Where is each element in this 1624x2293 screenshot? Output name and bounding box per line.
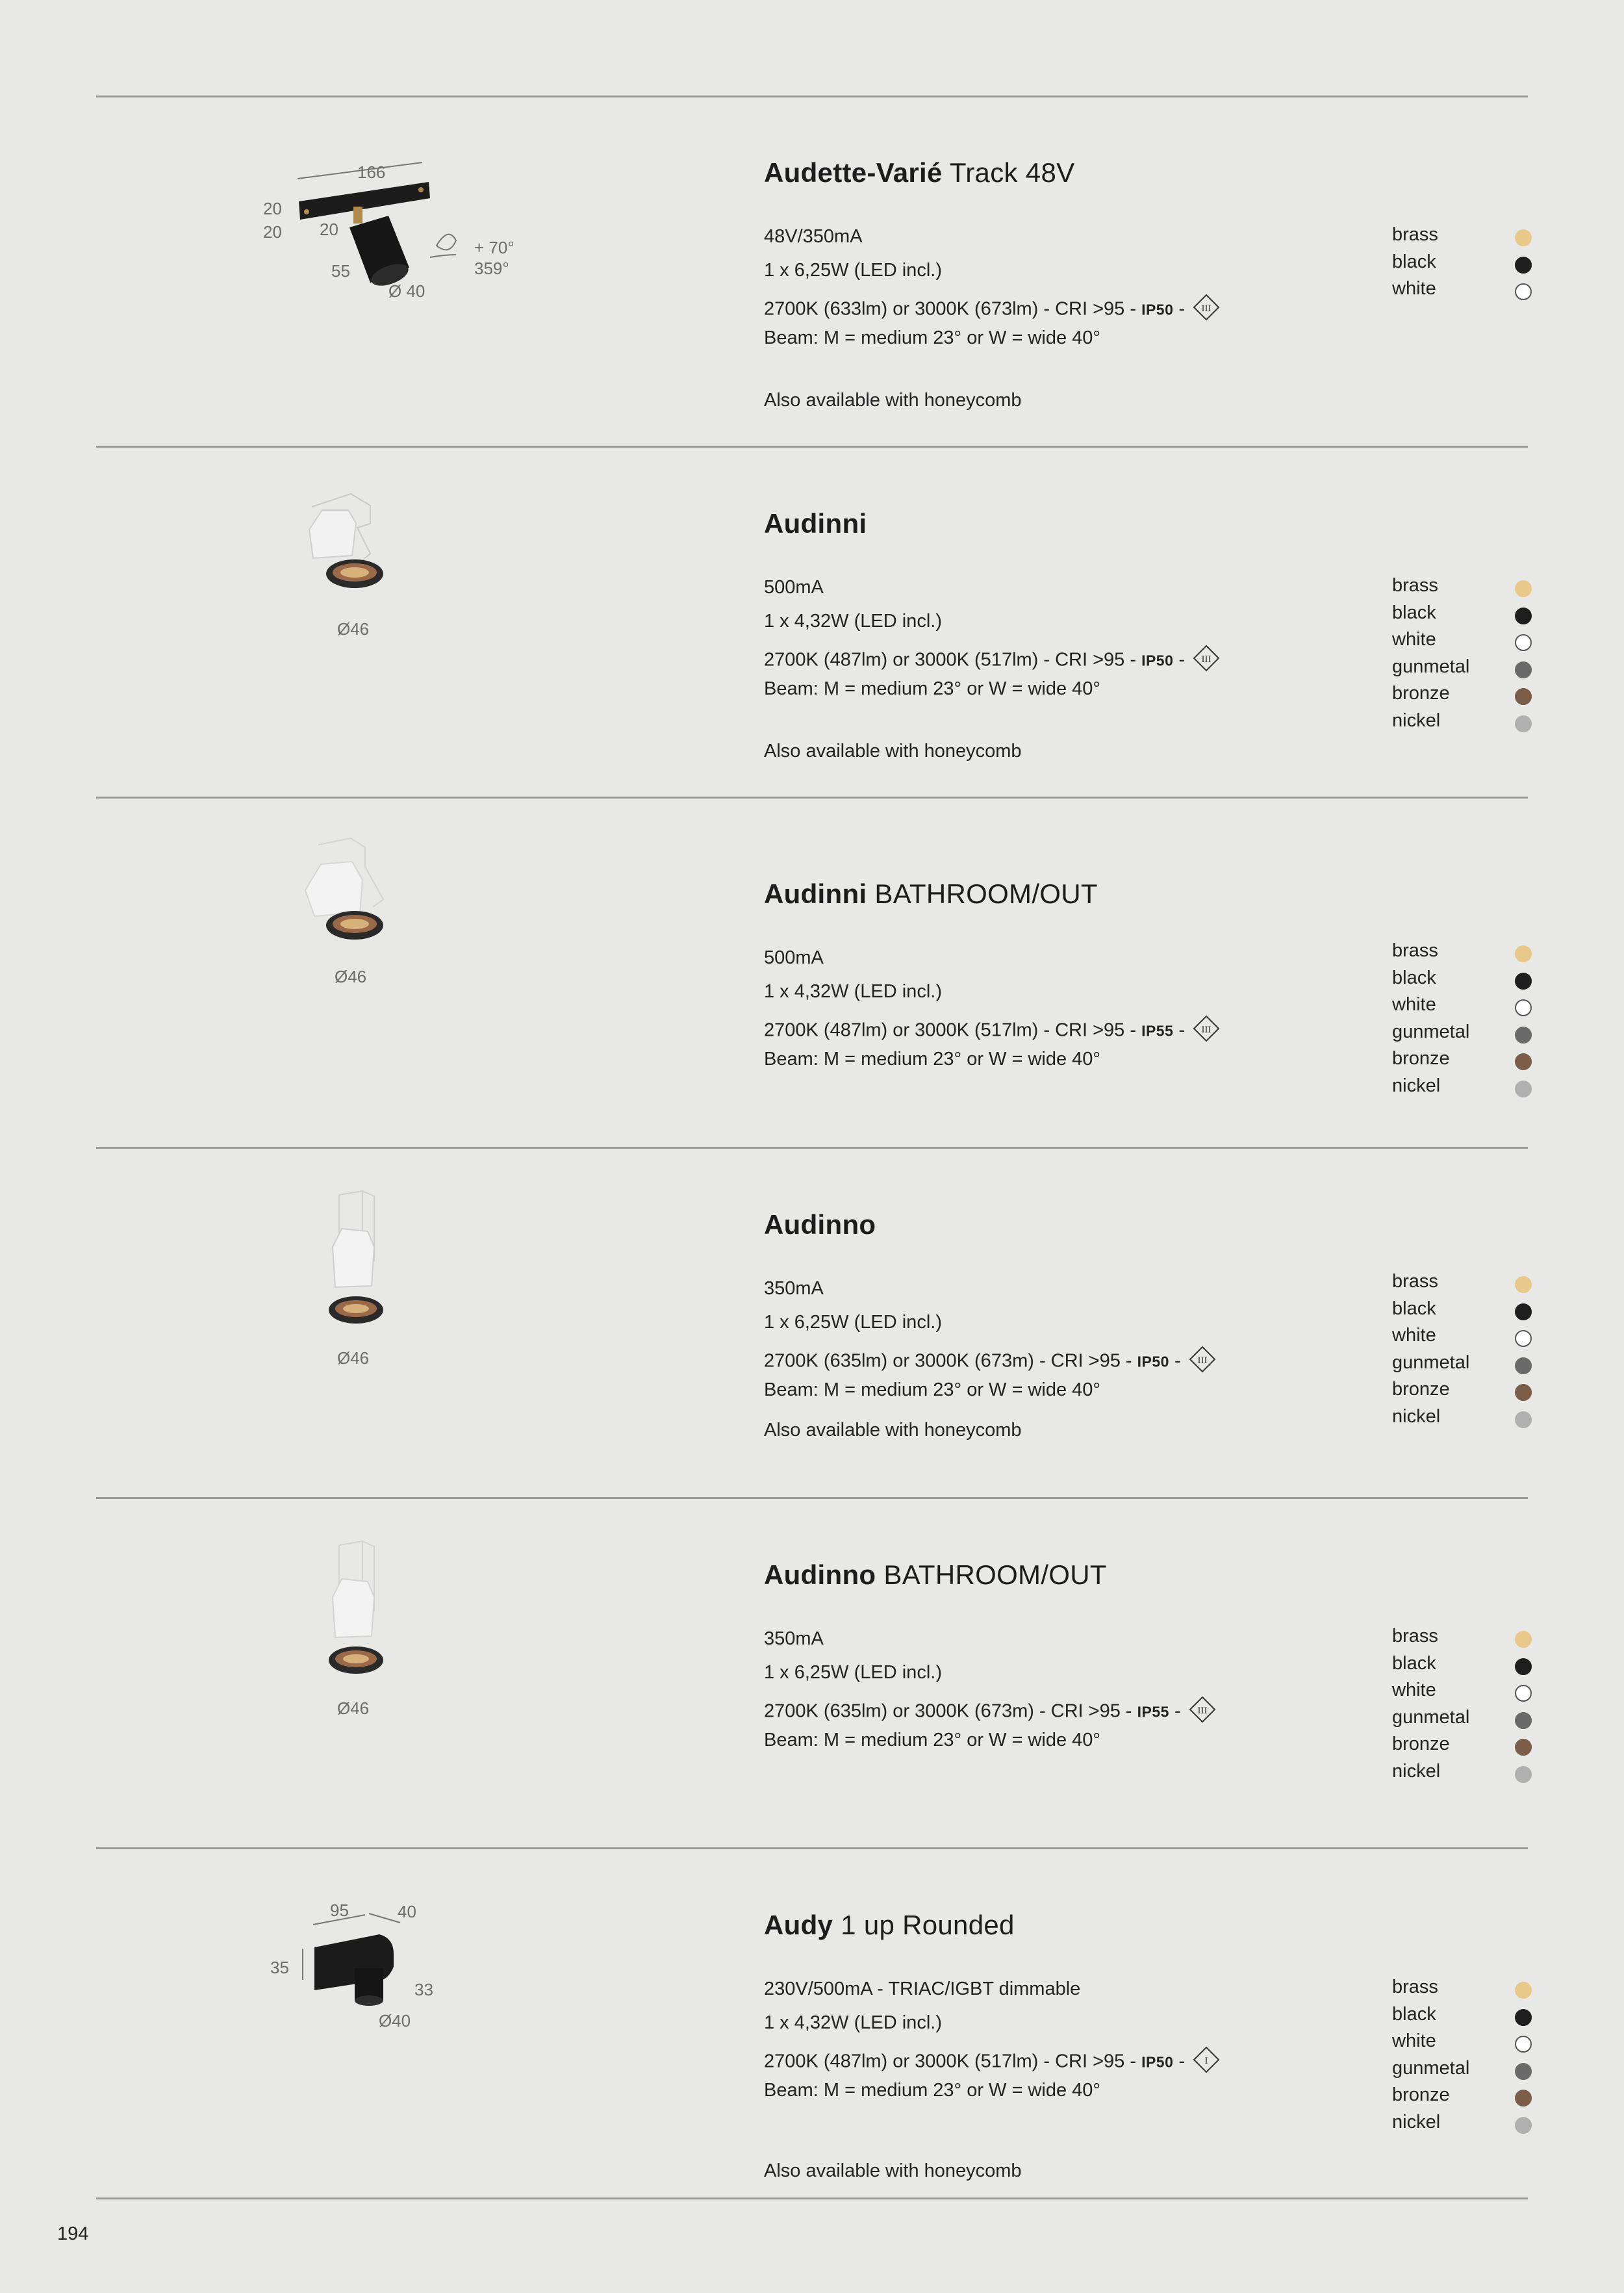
finish-label: black <box>1392 1652 1436 1674</box>
color-swatch <box>1515 1053 1532 1070</box>
finish-item-black <box>1392 1298 1532 1326</box>
finish-item-white <box>1392 994 1532 1021</box>
spec-line-with-ip: 2700K (635lm) or 3000K (673m) - CRI >95 - IP55 - III <box>764 1696 1216 1728</box>
color-swatch <box>1515 1982 1532 1999</box>
color-swatch <box>1515 2117 1532 2134</box>
finish-label: brass <box>1392 1626 1438 1646</box>
dim-tilt: + 70° <box>474 238 514 257</box>
spec-line: 350mA <box>764 1278 824 1299</box>
color-swatch <box>1515 1384 1532 1401</box>
product-note: Also available with honeycomb <box>764 2160 1022 2181</box>
finish-item-gunmetal <box>1392 1352 1532 1379</box>
spec-line-with-ip: 2700K (487lm) or 3000K (517lm) - CRI >95 - IP50 - I <box>764 2046 1220 2079</box>
color-swatch <box>1515 283 1532 300</box>
product-audette-varie <box>0 97 1624 446</box>
color-swatch <box>1515 2063 1532 2080</box>
color-swatch <box>1515 715 1532 732</box>
finish-item-bronze <box>1392 2084 1532 2112</box>
spec-line: 1 x 4,32W (LED incl.) <box>764 2012 942 2033</box>
spec-line: 1 x 4,32W (LED incl.) <box>764 981 942 1002</box>
finish-item-white <box>1392 1680 1532 1707</box>
protection-class-icon <box>1189 1696 1216 1728</box>
color-swatch <box>1515 229 1532 246</box>
finish-list <box>1392 940 1532 1102</box>
color-swatch <box>1515 257 1532 274</box>
finish-label: gunmetal <box>1392 656 1470 677</box>
finish-label: brass <box>1392 940 1438 961</box>
spec-line: 1 x 4,32W (LED incl.) <box>764 611 942 632</box>
color-swatch <box>1515 1027 1532 1044</box>
dim-height-3: 20 <box>320 220 338 239</box>
protection-class-icon <box>1193 294 1220 326</box>
dim-height-1: 20 <box>263 199 282 218</box>
color-swatch <box>1515 999 1532 1016</box>
svg-text:III: III <box>1197 1706 1208 1716</box>
divider-line <box>96 797 1528 799</box>
product-audinni <box>0 448 1624 797</box>
svg-text:III: III <box>1197 1355 1208 1366</box>
spec-line: 1 x 6,25W (LED incl.) <box>764 1312 942 1333</box>
spec-line-with-ip: 2700K (633lm) or 3000K (673lm) - CRI >95 - IP50 - III <box>764 294 1220 326</box>
finish-item-nickel <box>1392 1075 1532 1103</box>
product-title: Audinni BATHROOM/OUT <box>764 878 1098 909</box>
finish-item-bronze <box>1392 1048 1532 1075</box>
finish-label: nickel <box>1392 1075 1441 1096</box>
finish-item-black <box>1392 602 1532 630</box>
spec-line: 1 x 6,25W (LED incl.) <box>764 1662 942 1683</box>
color-swatch <box>1515 580 1532 597</box>
finish-label: bronze <box>1392 2084 1450 2105</box>
finish-label: brass <box>1392 575 1438 596</box>
product-drawing <box>195 448 559 797</box>
product-drawing <box>195 799 559 1147</box>
dim-diameter: Ø46 <box>337 619 370 639</box>
finish-item-gunmetal <box>1392 656 1532 684</box>
finish-label: brass <box>1392 1977 1438 1997</box>
dim-diameter: Ø 40 <box>388 281 425 301</box>
page-number: 194 <box>57 2223 89 2244</box>
color-swatch <box>1515 1276 1532 1293</box>
finish-item-nickel <box>1392 1406 1532 1433</box>
spec-line: Beam: M = medium 23° or W = wide 40° <box>764 2080 1101 2101</box>
finish-item-brass <box>1392 224 1532 251</box>
finish-label: white <box>1392 629 1436 650</box>
color-swatch <box>1515 2090 1532 2107</box>
divider-line <box>96 446 1528 448</box>
color-swatch <box>1515 1739 1532 1756</box>
color-swatch <box>1515 1411 1532 1428</box>
spec-line-with-ip: 2700K (487lm) or 3000K (517lm) - CRI >95 - IP55 - III <box>764 1015 1220 1047</box>
finish-label: nickel <box>1392 710 1441 731</box>
dim-width: 95 <box>330 1901 349 1920</box>
finish-label: black <box>1392 602 1436 623</box>
product-title: Audy 1 up Rounded <box>764 1910 1015 1940</box>
finish-item-bronze <box>1392 1379 1532 1406</box>
finish-list <box>1392 1977 1532 2138</box>
finish-item-brass <box>1392 1271 1532 1298</box>
product-audinno <box>0 1149 1624 1498</box>
finish-item-brass <box>1392 1626 1532 1653</box>
finish-item-black <box>1392 2004 1532 2031</box>
svg-text:I: I <box>1204 2056 1208 2066</box>
color-swatch <box>1515 1658 1532 1675</box>
color-swatch <box>1515 1685 1532 1702</box>
finish-item-black <box>1392 967 1532 995</box>
dim-length: 166 <box>357 162 386 182</box>
finish-label: bronze <box>1392 683 1450 704</box>
finish-item-nickel <box>1392 710 1532 737</box>
spec-line: Beam: M = medium 23° or W = wide 40° <box>764 1379 1101 1400</box>
finish-label: gunmetal <box>1392 2057 1470 2079</box>
finish-list <box>1392 1626 1532 1787</box>
ip-rating: IP50 <box>1141 2053 1174 2071</box>
spec-line: 500mA <box>764 577 824 598</box>
dim-diameter: Ø46 <box>337 1698 370 1718</box>
finish-label: gunmetal <box>1392 1351 1470 1373</box>
finish-label: black <box>1392 2003 1436 2025</box>
color-swatch <box>1515 1712 1532 1729</box>
finish-label: white <box>1392 1325 1436 1346</box>
spec-line-with-ip: 2700K (635lm) or 3000K (673m) - CRI >95 - IP50 - III <box>764 1346 1216 1378</box>
spec-line: 350mA <box>764 1628 824 1649</box>
finish-label: bronze <box>1392 1048 1450 1069</box>
finish-item-white <box>1392 1325 1532 1352</box>
dim-diameter: Ø46 <box>335 967 367 986</box>
finish-item-black <box>1392 1653 1532 1680</box>
spec-line: 48V/350mA <box>764 226 863 247</box>
spec-line: Beam: M = medium 23° or W = wide 40° <box>764 1730 1101 1750</box>
finish-item-bronze <box>1392 1734 1532 1761</box>
finish-item-white <box>1392 629 1532 656</box>
color-swatch <box>1515 688 1532 705</box>
spec-line: Beam: M = medium 23° or W = wide 40° <box>764 327 1101 348</box>
color-swatch <box>1515 661 1532 678</box>
finish-item-white <box>1392 2030 1532 2058</box>
spec-line-with-ip: 2700K (487lm) or 3000K (517lm) - CRI >95 - IP50 - III <box>764 645 1220 677</box>
svg-text:III: III <box>1201 303 1212 314</box>
product-drawing <box>195 1149 559 1498</box>
finish-label: black <box>1392 967 1436 988</box>
product-audinni-bathroom <box>0 799 1624 1147</box>
finish-item-brass <box>1392 575 1532 602</box>
protection-class-icon <box>1193 1015 1220 1047</box>
spec-line: 500mA <box>764 947 824 968</box>
protection-class-icon <box>1193 2046 1220 2079</box>
finish-item-bronze <box>1392 683 1532 710</box>
finish-label: bronze <box>1392 1379 1450 1400</box>
product-title: Audinno BATHROOM/OUT <box>764 1559 1107 1590</box>
finish-item-gunmetal <box>1392 1707 1532 1734</box>
spec-line: Beam: M = medium 23° or W = wide 40° <box>764 678 1101 699</box>
color-swatch <box>1515 1631 1532 1648</box>
svg-text:III: III <box>1201 1025 1212 1035</box>
color-swatch <box>1515 1766 1532 1783</box>
color-swatch <box>1515 1081 1532 1097</box>
finish-list <box>1392 575 1532 737</box>
finish-label: nickel <box>1392 1405 1441 1427</box>
spec-line: 230V/500mA - TRIAC/IGBT dimmable <box>764 1979 1081 1999</box>
ip-rating: IP50 <box>1141 301 1174 318</box>
product-note: Also available with honeycomb <box>764 1420 1022 1441</box>
finish-label: gunmetal <box>1392 1021 1470 1042</box>
ip-rating: IP55 <box>1141 1022 1174 1040</box>
color-swatch <box>1515 2009 1532 2026</box>
spec-line: 1 x 6,25W (LED incl.) <box>764 260 942 281</box>
finish-list <box>1392 224 1532 305</box>
finish-item-nickel <box>1392 1761 1532 1788</box>
product-note: Also available with honeycomb <box>764 741 1022 762</box>
finish-label: white <box>1392 1680 1436 1700</box>
finish-label: brass <box>1392 1271 1438 1292</box>
finish-list <box>1392 1271 1532 1433</box>
finish-item-nickel <box>1392 2112 1532 2139</box>
ip-rating: IP55 <box>1137 1703 1169 1721</box>
product-drawing <box>195 97 559 446</box>
finish-label: brass <box>1392 224 1438 245</box>
product-note: Also available with honeycomb <box>764 390 1022 411</box>
spec-line: Beam: M = medium 23° or W = wide 40° <box>764 1049 1101 1070</box>
finish-item-brass <box>1392 1977 1532 2004</box>
finish-item-gunmetal <box>1392 1021 1532 1049</box>
dim-depth: 55 <box>331 261 350 281</box>
ip-rating: IP50 <box>1137 1353 1169 1370</box>
product-title: Audette-Varié Track 48V <box>764 157 1075 188</box>
product-audy <box>0 1850 1624 2198</box>
color-swatch <box>1515 608 1532 624</box>
product-drawing <box>195 1500 559 1848</box>
finish-label: gunmetal <box>1392 1706 1470 1728</box>
color-swatch <box>1515 973 1532 990</box>
product-title: Audinno <box>764 1209 876 1240</box>
finish-label: white <box>1392 278 1436 299</box>
product-audinno-bathroom <box>0 1500 1624 1848</box>
dim-rotate: 359° <box>474 259 509 278</box>
finish-label: bronze <box>1392 1734 1450 1754</box>
product-title: Audinni <box>764 508 867 539</box>
finish-item-white <box>1392 278 1532 305</box>
product-drawing <box>195 1850 559 2198</box>
color-swatch <box>1515 2036 1532 2053</box>
color-swatch <box>1515 1357 1532 1374</box>
dim-depth: 40 <box>398 1902 416 1921</box>
finish-label: black <box>1392 251 1436 272</box>
finish-label: white <box>1392 2030 1436 2051</box>
dim-diameter: Ø40 <box>379 2011 411 2030</box>
svg-text:III: III <box>1201 654 1212 665</box>
color-swatch <box>1515 1330 1532 1347</box>
finish-item-brass <box>1392 940 1532 967</box>
protection-class-icon <box>1189 1346 1216 1378</box>
dim-height: 35 <box>270 1958 289 1977</box>
finish-label: nickel <box>1392 1760 1441 1782</box>
finish-label: white <box>1392 994 1436 1015</box>
finish-label: black <box>1392 1298 1436 1319</box>
dim-diameter: Ø46 <box>337 1348 370 1368</box>
finish-item-gunmetal <box>1392 2058 1532 2085</box>
ip-rating: IP50 <box>1141 652 1174 669</box>
dim-height-2: 20 <box>263 222 282 242</box>
finish-label: nickel <box>1392 2111 1441 2133</box>
color-swatch <box>1515 1303 1532 1320</box>
color-swatch <box>1515 945 1532 962</box>
finish-item-black <box>1392 251 1532 279</box>
protection-class-icon <box>1193 645 1220 677</box>
dim-base: 33 <box>414 1980 433 1999</box>
color-swatch <box>1515 634 1532 651</box>
